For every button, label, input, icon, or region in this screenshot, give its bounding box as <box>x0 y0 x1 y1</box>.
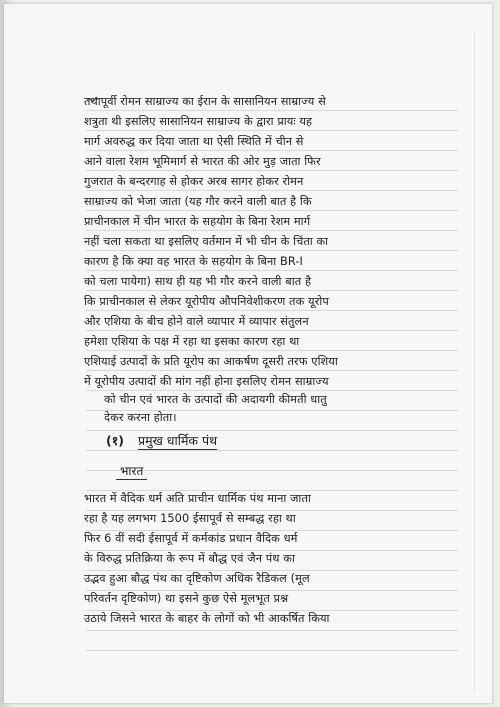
text-line: एशियाई उत्पादों के प्रति यूरोप का आकर्षण दूसरी तरफ एशिया <box>84 355 338 368</box>
text-line: नहीं चला सकता था इसलिए वर्तमान में भी चीन के चिंता का <box>84 235 329 248</box>
text-line: आने वाला रेशम भूमिमार्ग से भारत की ओर मुड़ जाता फिर <box>84 155 321 168</box>
text-line: मार्ग अवरुद्ध कर दिया जाता था ऐसी स्थिति में चीन से <box>84 135 304 148</box>
text-line: के विरुद्ध प्रतिक्रिया के रूप में बौद्ध एवं जैन पंथ का <box>84 552 295 565</box>
ruled-line <box>86 150 458 151</box>
text-line: प्राचीनकाल में चीन भारत के सहयोग के बिना रेशम मार्ग <box>84 215 311 228</box>
ruled-line <box>86 390 458 391</box>
ruled-line <box>86 270 458 271</box>
ruled-line <box>86 590 458 591</box>
ruled-line <box>86 570 458 571</box>
ruled-line <box>86 450 458 451</box>
text-line: परिवर्तन दृष्टिकोण) था इसने कुछ ऐसे मूलभूत प्रश्न <box>84 592 289 605</box>
underlined-text: और एशिया के बीच होने वाले व्यापार में व्यापार संतुलन <box>84 315 309 328</box>
ruled-line <box>86 210 458 211</box>
ruled-line <box>86 330 458 331</box>
ruled-line <box>86 190 458 191</box>
ruled-line <box>86 170 458 171</box>
text-line-underlined <box>84 315 456 329</box>
ruled-line <box>86 650 458 651</box>
text-line: तथापूर्वी रोमन साम्राज्य का ईरान के सासानियन साम्राज्य से <box>84 95 326 108</box>
ruled-line <box>86 250 458 251</box>
ruled-line <box>86 530 458 531</box>
ruled-line <box>86 490 458 491</box>
ruled-line <box>86 510 458 511</box>
text-line: रहा है यह लगभग 1500 ईसापूर्व से सम्बद्ध रहा था <box>84 512 296 525</box>
ruled-line <box>86 430 458 431</box>
text-line: देकर करना होता। <box>104 411 177 424</box>
ruled-line <box>86 310 458 311</box>
text-line: को चीन एवं भारत के उत्पादों की अदायगी कीमती धातु <box>104 393 327 406</box>
text-line: भारत में वैदिक धर्म अति प्राचीन धार्मिक पंथ माना जाता <box>84 492 311 505</box>
text-line: हमेशा एशिया के पक्ष में रहा था इसका कारण रहा था <box>84 335 300 348</box>
text-line: गुजरात के बन्दरगाह से होकर अरब सागर होकर रोमन <box>84 175 304 188</box>
ruled-line <box>86 630 458 631</box>
section-number: (१) <box>106 433 124 448</box>
ruled-line <box>86 130 458 131</box>
text-line: साम्राज्य को भेजा जाता (यह गौर करने वाली बात है कि <box>84 195 312 208</box>
text-line-underlined <box>84 295 456 309</box>
ruled-line <box>86 110 458 111</box>
ruled-line <box>86 290 458 291</box>
ruled-line <box>86 550 458 551</box>
margin-line <box>474 32 475 692</box>
ruled-line <box>86 350 458 351</box>
text-line: उद्भव हुआ बौद्ध पंथ का दृष्टिकोण अधिक रैडिकल (मूल <box>84 572 310 585</box>
text-line: को चला पायेगा) साथ ही यह भी गौर करने वाली बात है <box>84 275 312 288</box>
ruled-line <box>86 370 458 371</box>
text-line: में यूरोपीय उत्पादों की मांग नहीं होना इसलिए रोमन साम्राज्य <box>84 375 329 388</box>
text-line: उठाये जिसने भारत के बाहर के लोगों को भी आकर्षित किया <box>84 612 330 625</box>
text-line: कारण है कि क्या वह भारत के सहयोग के बिना BR-I <box>84 255 303 268</box>
ruled-line <box>86 230 458 231</box>
subsection-heading: भारत <box>116 462 147 480</box>
ruled-line <box>86 610 458 611</box>
underlined-text: कि प्राचीनकाल से लेकर यूरोपीय औपनिवेशीकरण तक यूरोप <box>84 295 329 308</box>
text-line: फिर 6 वीं सदी ईसापूर्व में कर्मकांड प्रधान वैदिक धर्म <box>84 532 298 545</box>
text-line: शत्रुता थी इसलिए सासानियन साम्राज्य के द्वारा प्रायः यह <box>84 115 313 128</box>
section-heading: प्रमुख धार्मिक पंथ <box>138 433 218 448</box>
